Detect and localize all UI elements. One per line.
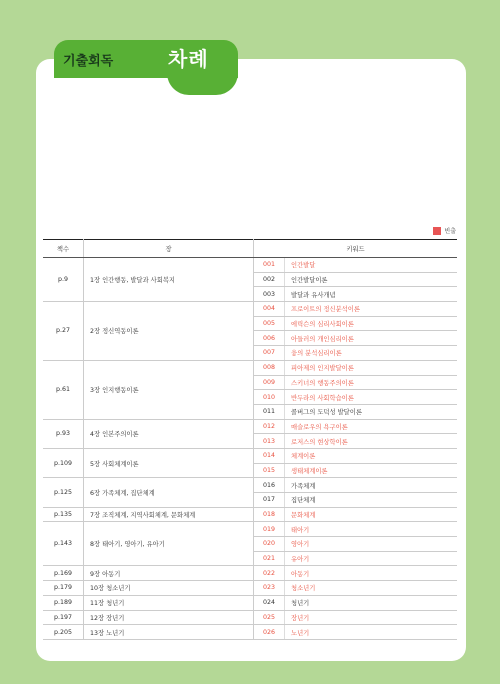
chapter-cell: 9장 아동기	[84, 566, 254, 581]
keyword-number: 020	[254, 537, 285, 552]
page-cell: p.27	[43, 302, 84, 361]
chapter-cell: 2장 정신역동이론	[84, 302, 254, 361]
table-row	[43, 448, 457, 463]
keyword-text: 인간발달이론	[285, 272, 458, 287]
keyword-text: 아동기	[285, 566, 458, 581]
keyword-text: 유아기	[285, 551, 458, 566]
header-chapter: 장	[84, 240, 254, 258]
keyword-number: 019	[254, 522, 285, 537]
page-cell: p.109	[43, 448, 84, 477]
table-row	[43, 419, 457, 434]
header-label: 기출회독	[63, 54, 114, 69]
keyword-number: 008	[254, 360, 285, 375]
chapter-cell: 4장 인본주의이론	[84, 419, 254, 448]
header-keyword: 키워드	[254, 240, 458, 258]
page-cell: p.143	[43, 522, 84, 566]
chapter-cell: 1장 인간행동, 발달과 사회복지	[84, 258, 254, 302]
keyword-number: 025	[254, 610, 285, 625]
table-row	[43, 360, 457, 375]
keyword-text: 체계이론	[285, 448, 458, 463]
table-row	[43, 507, 457, 522]
keyword-text: 콜버그의 도덕성 발달이론	[285, 404, 458, 419]
page-cell: p.135	[43, 507, 84, 522]
page-cell: p.61	[43, 360, 84, 419]
keyword-text: 가족체계	[285, 478, 458, 493]
keyword-number: 001	[254, 258, 285, 273]
keyword-number: 007	[254, 346, 285, 361]
keyword-number: 010	[254, 390, 285, 405]
chapter-cell: 12장 장년기	[84, 610, 254, 625]
keyword-text: 발달과 유사개념	[285, 287, 458, 302]
keyword-number: 006	[254, 331, 285, 346]
keyword-text: 아들러의 개인심리이론	[285, 331, 458, 346]
table-row	[43, 625, 457, 640]
table-row	[43, 610, 457, 625]
keyword-text: 청년기	[285, 595, 458, 610]
keyword-number: 024	[254, 595, 285, 610]
keyword-text: 장년기	[285, 610, 458, 625]
legend	[433, 226, 456, 235]
page-cell: p.189	[43, 595, 84, 610]
header-tab-notch	[167, 70, 238, 95]
table-row	[43, 302, 457, 317]
legend-swatch	[433, 227, 441, 235]
keyword-text: 매슬로우의 욕구이론	[285, 419, 458, 434]
keyword-number: 018	[254, 507, 285, 522]
keyword-text: 프로이트의 정신분석이론	[285, 302, 458, 317]
chapter-cell: 10장 청소년기	[84, 581, 254, 596]
keyword-text: 반두라의 사회학습이론	[285, 390, 458, 405]
table-row	[43, 478, 457, 493]
chapter-cell: 8장 태아기, 영아기, 유아기	[84, 522, 254, 566]
page-cell: p.169	[43, 566, 84, 581]
contents-table	[43, 239, 457, 640]
keyword-number: 015	[254, 463, 285, 478]
legend-label: 빈출	[444, 228, 456, 235]
table-row	[43, 258, 457, 273]
keyword-text: 생태체계이론	[285, 463, 458, 478]
keyword-number: 014	[254, 448, 285, 463]
table-body	[43, 258, 457, 640]
keyword-number: 011	[254, 404, 285, 419]
keyword-text: 집단체계	[285, 493, 458, 508]
keyword-number: 005	[254, 316, 285, 331]
keyword-text: 스키너의 행동주의이론	[285, 375, 458, 390]
page-cell: p.93	[43, 419, 84, 448]
keyword-text: 문화체계	[285, 507, 458, 522]
table-row	[43, 522, 457, 537]
table-header-row	[43, 240, 457, 258]
chapter-cell: 11장 청년기	[84, 595, 254, 610]
chapter-cell: 3장 인지행동이론	[84, 360, 254, 419]
chapter-cell: 6장 가족체계, 집단체계	[84, 478, 254, 507]
keyword-text: 청소년기	[285, 581, 458, 596]
keyword-text: 노년기	[285, 625, 458, 640]
page-cell: p.125	[43, 478, 84, 507]
keyword-number: 016	[254, 478, 285, 493]
table-row	[43, 595, 457, 610]
keyword-text: 태아기	[285, 522, 458, 537]
keyword-text: 융의 분석심리이론	[285, 346, 458, 361]
keyword-number: 023	[254, 581, 285, 596]
keyword-number: 021	[254, 551, 285, 566]
keyword-text: 인간발달	[285, 258, 458, 273]
chapter-cell: 7장 조직체계, 지역사회체계, 문화체계	[84, 507, 254, 522]
chapter-cell: 13장 노년기	[84, 625, 254, 640]
table-row	[43, 581, 457, 596]
chapter-cell: 5장 사회체계이론	[84, 448, 254, 477]
keyword-number: 009	[254, 375, 285, 390]
page-cell: p.179	[43, 581, 84, 596]
page-cell: p.197	[43, 610, 84, 625]
keyword-text: 피아제의 인지발달이론	[285, 360, 458, 375]
page-cell: p.205	[43, 625, 84, 640]
keyword-number: 004	[254, 302, 285, 317]
keyword-number: 017	[254, 493, 285, 508]
keyword-text: 로저스의 현상학이론	[285, 434, 458, 449]
table-row	[43, 566, 457, 581]
keyword-number: 012	[254, 419, 285, 434]
keyword-text: 영아기	[285, 537, 458, 552]
page-cell: p.9	[43, 258, 84, 302]
keyword-number: 002	[254, 272, 285, 287]
keyword-number: 003	[254, 287, 285, 302]
keyword-number: 013	[254, 434, 285, 449]
keyword-text: 에릭슨의 심리사회이론	[285, 316, 458, 331]
page-title: 차례	[168, 47, 209, 71]
keyword-number: 022	[254, 566, 285, 581]
header-book: 책수	[43, 240, 84, 258]
keyword-number: 026	[254, 625, 285, 640]
